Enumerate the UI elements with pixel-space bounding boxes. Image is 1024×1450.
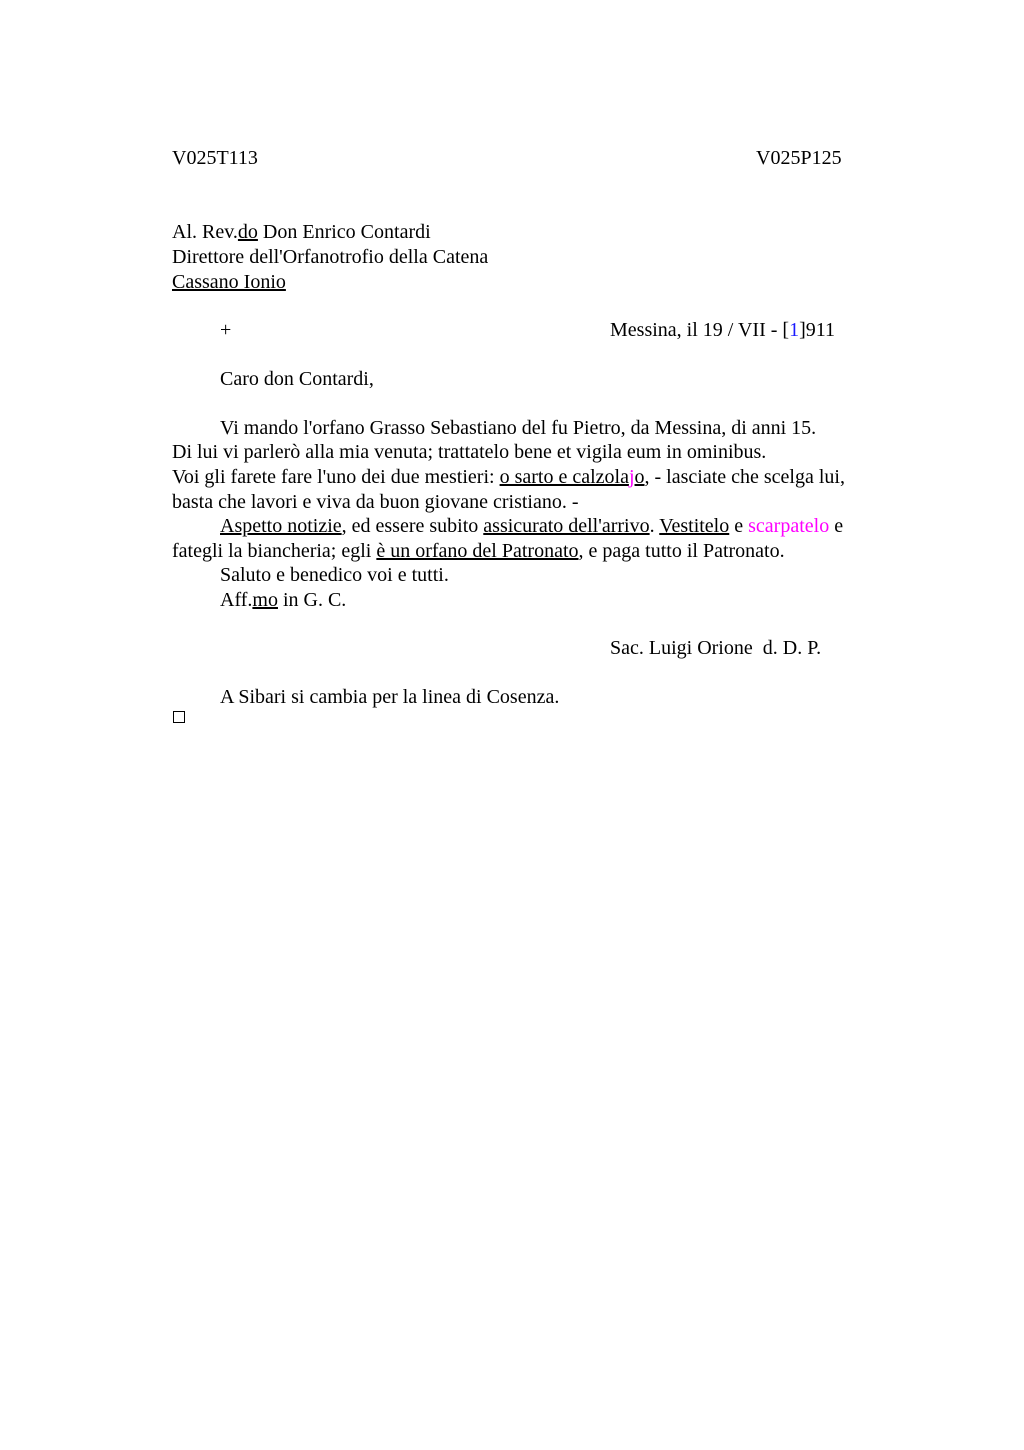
postscript: A Sibari si cambia per la linea di Cosenza. [220,686,560,708]
date-restored-digit: 1 [789,319,800,341]
body-line-5-sep: . [649,515,660,537]
trades-underlined: o sarto e calzola [499,466,629,488]
trades-correction: j [628,466,635,488]
signature: Sac. Luigi Orione d. D. P. [610,637,822,659]
body-line-6 [172,539,785,563]
body-line-5-text: , ed essere subito [341,515,484,537]
document-code-right: V025P125 [756,147,842,169]
closing-line [220,588,346,612]
body-line-3-end: , - lasciate che scelga lui, [644,466,845,488]
closing-abbrev-sup: mo [252,589,278,611]
underlined-clothe-him: Vestitelo [659,515,730,537]
address-line-3: Cassano Ionio [172,271,286,293]
body-line-5-and: e [729,515,749,537]
highlighted-word: scarpatelo [748,515,830,537]
address-line-2: Direttore dell'Orfanotrofio della Catena [172,246,489,268]
address-title: Al. Rev. [172,221,238,243]
closing-abbrev: Aff. [220,589,253,611]
body-line-3-text: Voi gli farete fare l'uno dei due mestieri: [172,466,500,488]
date-line [610,318,835,342]
date-text: Messina, il 19 / VII - [ [610,319,790,341]
underlined-awaiting-news: Aspetto notizie [220,515,342,537]
greeting-line: Saluto e benedico voi e tutti. [220,564,449,586]
salutation: Caro don Contardi, [220,368,374,390]
underlined-orphan-patronato: è un orfano del Patronato [376,540,579,562]
closing-text: in G. C. [277,589,347,611]
body-line-4: basta che lavori e viva da buon giovane cristiano. - [172,491,579,513]
body-line-5-end: e [829,515,844,537]
body-line-1: Vi mando l'orfano Grasso Sebastiano del fu Pietro, da Messina, di anni 15. [220,417,817,439]
body-line-6-text: fategli la biancheria; egli [172,540,377,562]
document-code-left: V025T113 [172,147,258,169]
trades-underlined-end: o [634,466,645,488]
underlined-arrival: assicurato dell'arrivo [483,515,650,537]
body-line-3 [172,465,845,489]
cross-mark: + [220,319,232,341]
body-line-2: Di lui vi parlerò alla mia venuta; trattatelo bene et vigila eum in ominibus. [172,441,767,463]
end-marker-box-icon [173,711,185,723]
date-year-end: ]911 [799,319,835,341]
body-line-6-end: , e paga tutto il Patronato. [578,540,785,562]
address-title-abbrev: do [237,221,258,243]
address-line-1 [172,220,431,244]
address-recipient: Don Enrico Contardi [257,221,431,243]
body-line-5 [220,514,843,538]
